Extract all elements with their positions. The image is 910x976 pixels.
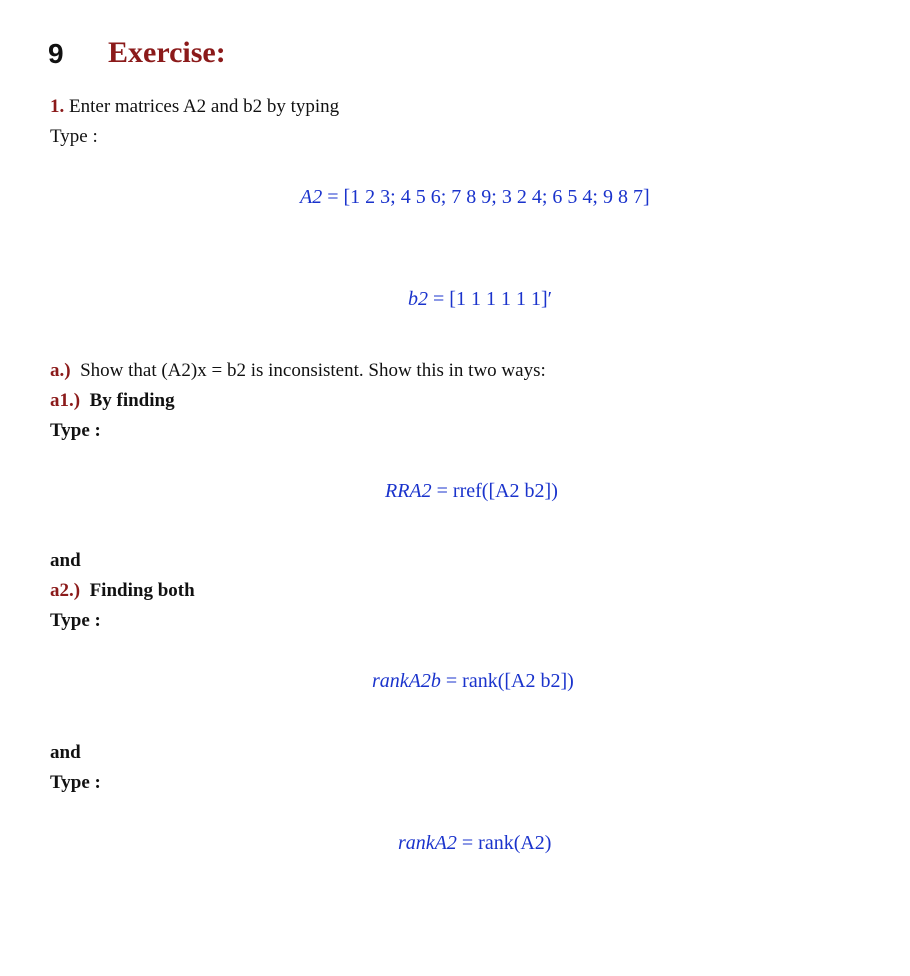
equation-rank-a2 — [398, 832, 551, 855]
equation-rank-a2b-rhs: = rank([A2 b2]) — [440, 670, 574, 692]
part-a2-label: a2.) — [50, 580, 81, 601]
equation-rank-a2b — [372, 670, 574, 693]
equation-rref — [385, 480, 558, 503]
part-a — [50, 360, 546, 382]
section-title: Exercise: — [108, 36, 226, 69]
part-a2 — [50, 580, 195, 602]
equation-a2-rhs: = [1 2 3; 4 5 6; 7 8 9; 3 2 4; 6 5 4; 9 8 7] — [322, 186, 650, 208]
and-text-1: and — [50, 550, 81, 571]
equation-rank-a2-rhs: = rank(A2) — [456, 832, 552, 854]
equation-b2-rhs: = [1 1 1 1 1 1]′ — [428, 288, 552, 310]
item-1-text: Enter matrices A2 and b2 by typing — [69, 96, 340, 117]
equation-b2-lhs: b2 — [408, 288, 428, 310]
part-a-label: a.) — [50, 360, 71, 381]
part-a1-text: By finding — [89, 390, 175, 411]
item-1-number: 1. — [50, 96, 65, 117]
section-number: 9 — [48, 38, 64, 69]
equation-a2-lhs: A2 — [300, 186, 323, 208]
type-label-4: Type : — [50, 772, 101, 793]
part-a1-label: a1.) — [50, 390, 81, 411]
equation-rank-a2-lhs: rankA2 — [398, 832, 457, 854]
equation-a2 — [300, 186, 650, 209]
equation-rref-rhs: = rref([A2 b2]) — [431, 480, 558, 502]
equation-rref-lhs: RRA2 — [385, 480, 432, 502]
part-a2-text: Finding both — [89, 580, 195, 601]
equation-b2 — [408, 288, 552, 311]
part-a-text: Show that (A2)x = b2 is inconsistent. Show this in two ways: — [80, 360, 546, 381]
part-a1 — [50, 390, 175, 412]
type-label-1: Type : — [50, 126, 98, 147]
type-label-3: Type : — [50, 610, 101, 631]
equation-rank-a2b-lhs: rankA2b — [372, 670, 441, 692]
type-label-2: Type : — [50, 420, 101, 441]
and-text-2: and — [50, 742, 81, 763]
item-1 — [50, 96, 339, 118]
